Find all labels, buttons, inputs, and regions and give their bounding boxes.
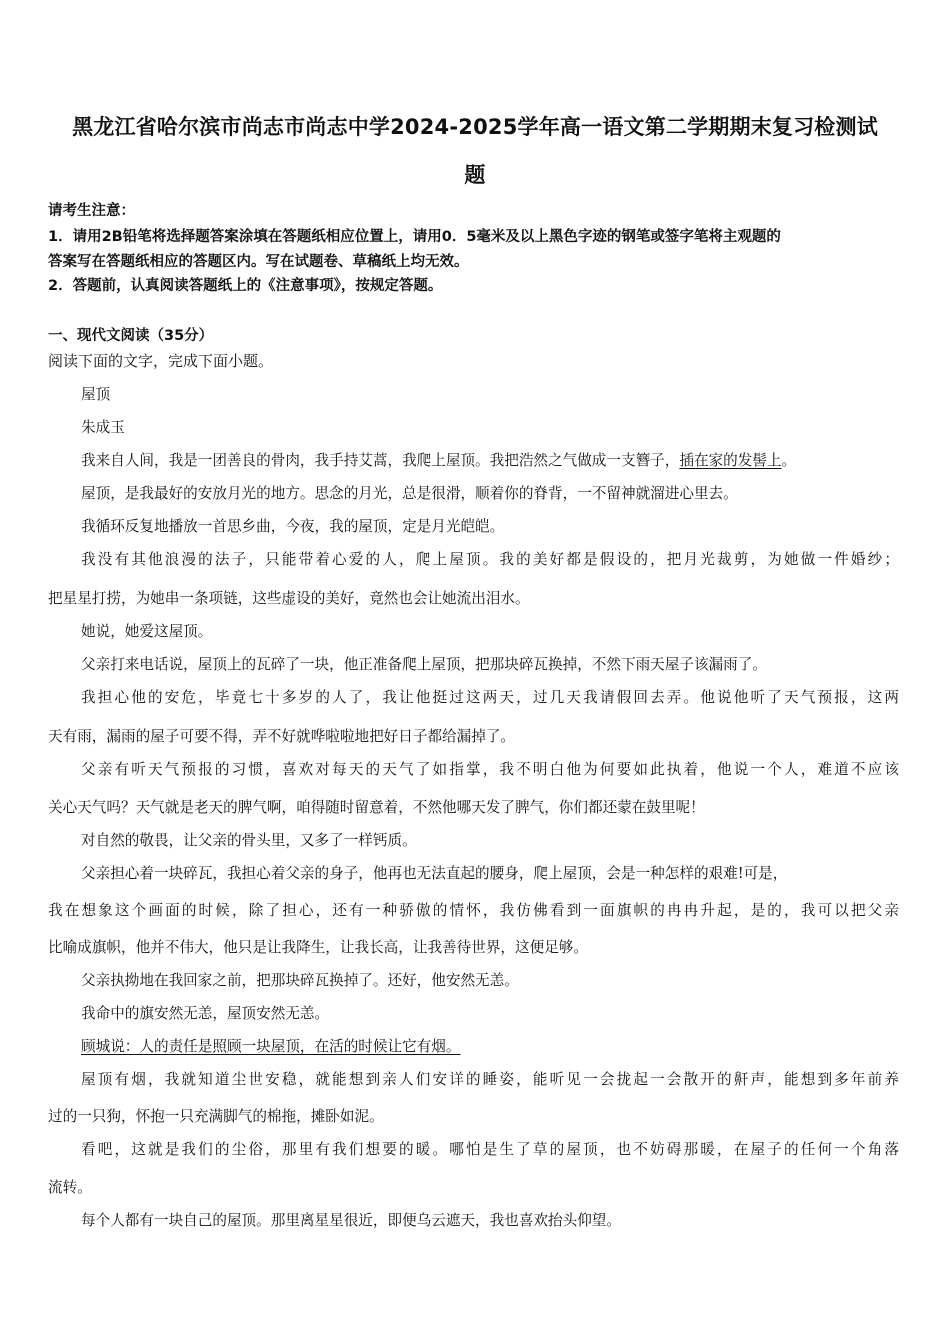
exam-title-line1: 黑龙江省哈尔滨市尚志市尚志中学2024-2025学年高一语文第二学期期末复习检测试 (72, 115, 878, 139)
notice-item-2: 2．答题前，认真阅读答题纸上的《注意事项》，按规定答题。 (48, 278, 443, 294)
article-title: 屋顶 (81, 386, 111, 403)
paragraph-6: 父亲打来电话说，屋顶上的瓦碎了一块，他正准备爬上屋顶，把那块碎瓦换掉，不然下雨天屋子该漏雨了。 (81, 656, 767, 673)
notice-item-1: 1．请用2B铅笔将选择题答案涂填在答题纸相应位置上，请用0．5毫米及以上黑色字迹的钢笔或签字笔将主观题的 (48, 229, 781, 245)
underlined-phrase: 插在家的发髻上 (679, 452, 782, 469)
paragraph-11: 父亲执拗地在我回家之前，把那块碎瓦换掉了。还好，他安然无恙。 (81, 972, 519, 989)
exam-title-line2: 题 (464, 163, 486, 187)
quote-underlined: 顾城说：人的责任是照顾一块屋顶，在活的时候让它有烟。 (81, 1038, 461, 1055)
paragraph-14-cont: 过的一只狗，怀抱一只充满脚气的棉拖，摊卧如泥。 (48, 1108, 384, 1125)
paragraph-15-cont: 流转。 (48, 1179, 92, 1196)
paragraph-1 (81, 450, 796, 472)
paragraph-10-cont: 我在想象这个画面的时候，除了担心，还有一种骄傲的情怀，我仿佛看到一面旗帜的冉冉升起，是的，我可以把父亲 (48, 902, 899, 919)
paragraph-5: 她说，她爱这屋顶。 (81, 623, 213, 640)
notice-heading: 请考生注意： (48, 203, 135, 219)
paragraph-10: 父亲担心着一块碎瓦，我担心着父亲的身子，他再也无法直起的腰身，爬上屋顶，会是一种怎样的艰难!可是， (81, 865, 788, 882)
paragraph-2: 屋顶，是我最好的安放月光的地方。思念的月光，总是很滑，顺着你的脊背，一不留神就溜进心里去。 (81, 485, 738, 502)
paragraph-16: 每个人都有一块自己的屋顶。那里离星星很近，即便乌云遮天，我也喜欢抬头仰望。 (81, 1212, 621, 1229)
paragraph-4: 我没有其他浪漫的法子，只能带着心爱的人，爬上屋顶。我的美好都是假设的，把月光裁剪，为她做一件婚纱； (81, 551, 899, 568)
paragraph-7-cont: 天有雨，漏雨的屋子可要不得，弄不好就哗啦啦地把好日子都给漏掉了。 (48, 728, 516, 745)
paragraph-1-end: 。 (781, 452, 797, 469)
paragraph-1-text: 我来自人间，我是一团善良的骨肉，我手持艾蒿，我爬上屋顶。我把浩然之气做成一支簪子， (81, 452, 680, 469)
paragraph-12: 我命中的旗安然无恙，屋顶安然无恙。 (81, 1005, 330, 1022)
paragraph-10-end: 比喻成旗帜，他并不伟大，他只是让我降生，让我长高，让我善待世界，这便足够。 (48, 939, 588, 956)
paragraph-9: 对自然的敬畏，让父亲的骨头里，又多了一样钙质。 (81, 832, 417, 849)
paragraph-14: 屋顶有烟，我就知道尘世安稳，就能想到亲人们安详的睡姿，能听见一会拢起一会散开的鼾声，能想到多年前养 (81, 1071, 899, 1088)
paragraph-15: 看吧，这就是我们的尘俗，那里有我们想要的暖。哪怕是生了草的屋顶，也不妨碍那暖，在屋子的任何一个角落 (81, 1141, 899, 1158)
paragraph-4-cont: 把星星打捞，为她串一条项链，这些虚设的美好，竟然也会让她流出泪水。 (48, 590, 530, 607)
paragraph-3: 我循环反复地播放一首思乡曲，今夜，我的屋顶，定是月光皑皑。 (81, 518, 505, 535)
paragraph-7: 我担心他的安危，毕竟七十多岁的人了，我让他挺过这两天，过几天我请假回去弄。他说他听了天气预报，这两 (81, 689, 899, 706)
notice-item-1-cont: 答案写在答题纸相应的答题区内。写在试题卷、草稿纸上均无效。 (48, 254, 469, 270)
paragraph-8-cont: 关心天气吗？天气就是老天的脾气啊，咱得随时留意着，不然他哪天发了脾气，你们都还蒙在鼓里呢！ (48, 799, 705, 816)
section-heading: 一、现代文阅读（35分） (48, 328, 214, 344)
article-author: 朱成玉 (81, 419, 125, 436)
paragraph-8: 父亲有听天气预报的习惯，喜欢对每天的天气了如指掌，我不明白他为何要如此执着，他说一个人，难道不应该 (81, 761, 899, 778)
section-instruction: 阅读下面的文字，完成下面小题。 (48, 352, 274, 370)
